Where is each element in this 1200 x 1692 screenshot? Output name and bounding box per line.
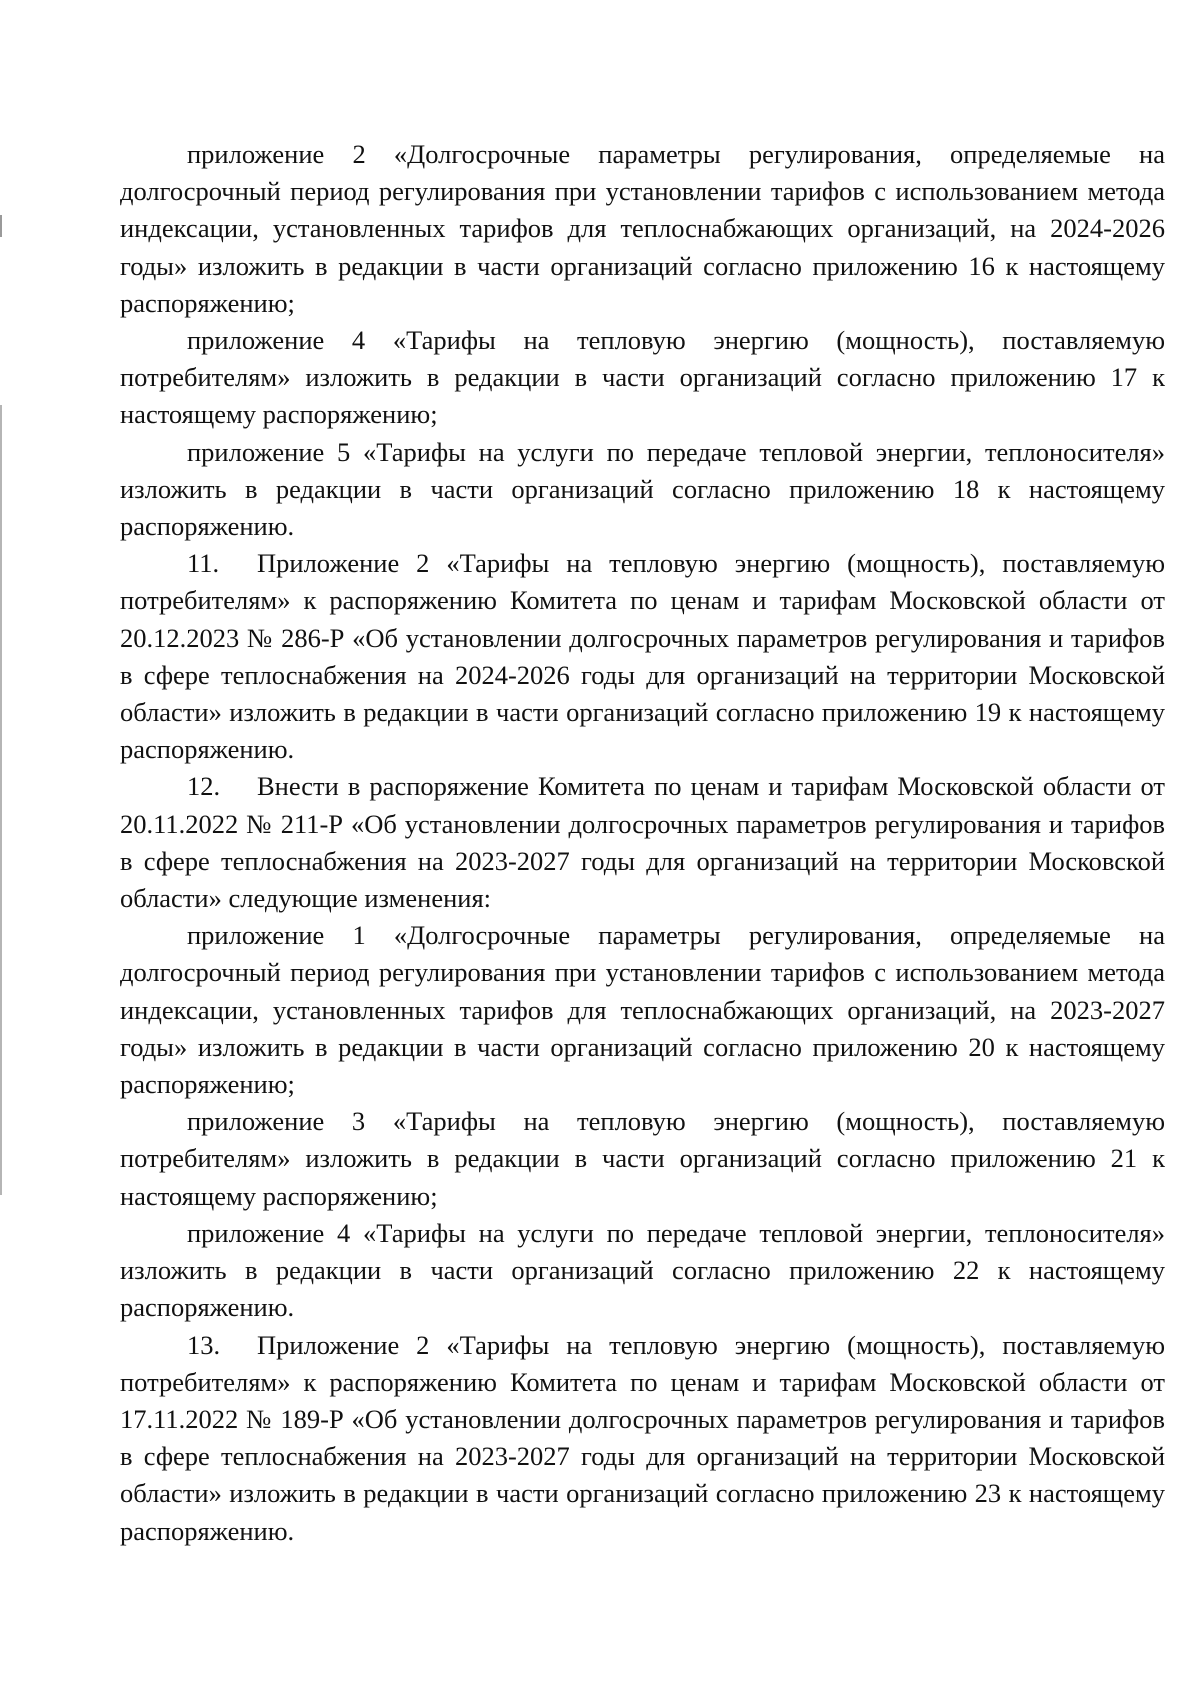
paragraph: [120, 136, 1165, 322]
item-number: 13.: [187, 1329, 221, 1360]
paragraph: [120, 1215, 1165, 1327]
paragraph: [120, 1103, 1165, 1215]
numbered-item: [120, 1327, 1165, 1550]
paragraph-text: приложение 3 «Тарифы на тепловую энергию (мощность), поставляемую потребителям» изложить в редакции в части организаций согласно приложению 21 к настоящему распоряжению;: [120, 1106, 1165, 1211]
paragraph: [120, 917, 1165, 1103]
item-text: Приложение 2 «Тарифы на тепловую энергию (мощность), поставляемую потребителям» к распоряжению Комитета по ценам и тарифам Московской области от 17.11.2022 № 189-Р «Об установлении долгосрочных параметров регулирования и тарифов в сфере теплоснабжения на 2023-2027 годы для организаций на территории Московской области» изложить в редакции в части организаций согласно приложению 23 к настоящему распоряжению.: [120, 1329, 1165, 1546]
paragraph-text: приложение 4 «Тарифы на услуги по передаче тепловой энергии, теплоносителя» изложить в редакции в части организаций согласно приложению 22 к настоящему распоряжению.: [120, 1217, 1165, 1323]
item-number: 12.: [187, 771, 221, 802]
paragraph-text: приложение 5 «Тарифы на услуги по передаче тепловой энергии, теплоносителя» изложить в редакции в части организаций согласно приложению 18 к настоящему распоряжению.: [120, 436, 1165, 542]
document-body: [120, 136, 1165, 1550]
paragraph-text: приложение 2 «Долгосрочные параметры регулирования, определяемые на долгосрочный период регулирования при установлении тарифов с использованием метода индексации, установленных тарифов для теплоснабжающих организаций, на 2024-2026 годы» изложить в редакции в части организаций согласно приложению 16 к настоящему распоряжению;: [120, 139, 1165, 318]
paragraph-text: приложение 1 «Долгосрочные параметры регулирования, определяемые на долгосрочный период регулирования при установлении тарифов с использованием метода индексации, установленных тарифов для теплоснабжающих организаций, на 2023-2027 годы» изложить в редакции в части организаций согласно приложению 20 к настоящему распоряжению;: [120, 920, 1165, 1100]
item-number: 11.: [187, 548, 220, 579]
paragraph: [120, 434, 1165, 546]
paragraph: [120, 322, 1165, 434]
scan-edge-mark: [0, 215, 2, 237]
numbered-item: [120, 768, 1165, 917]
scan-edge-mark: [0, 405, 2, 1195]
item-text: Приложение 2 «Тарифы на тепловую энергию (мощность), поставляемую потребителям» к распоряжению Комитета по ценам и тарифам Московской области от 20.12.2023 № 286-Р «Об установлении долгосрочных параметров регулирования и тарифов в сфере теплоснабжения на 2024-2026 годы для организаций на территории Московской области» изложить в редакции в части организаций согласно приложению 19 к настоящему распоряжению.: [120, 548, 1165, 765]
item-text: Внести в распоряжение Комитета по ценам и тарифам Московской области от 20.11.2022 № 211-Р «Об установлении долгосрочных параметров регулирования и тарифов в сфере теплоснабжения на 2023-2027 годы для организаций на территории Московской области» следующие изменения:: [120, 771, 1165, 914]
numbered-item: [120, 545, 1165, 768]
paragraph-text: приложение 4 «Тарифы на тепловую энергию (мощность), поставляемую потребителям» изложить в редакции в части организаций согласно приложению 17 к настоящему распоряжению;: [120, 325, 1165, 430]
